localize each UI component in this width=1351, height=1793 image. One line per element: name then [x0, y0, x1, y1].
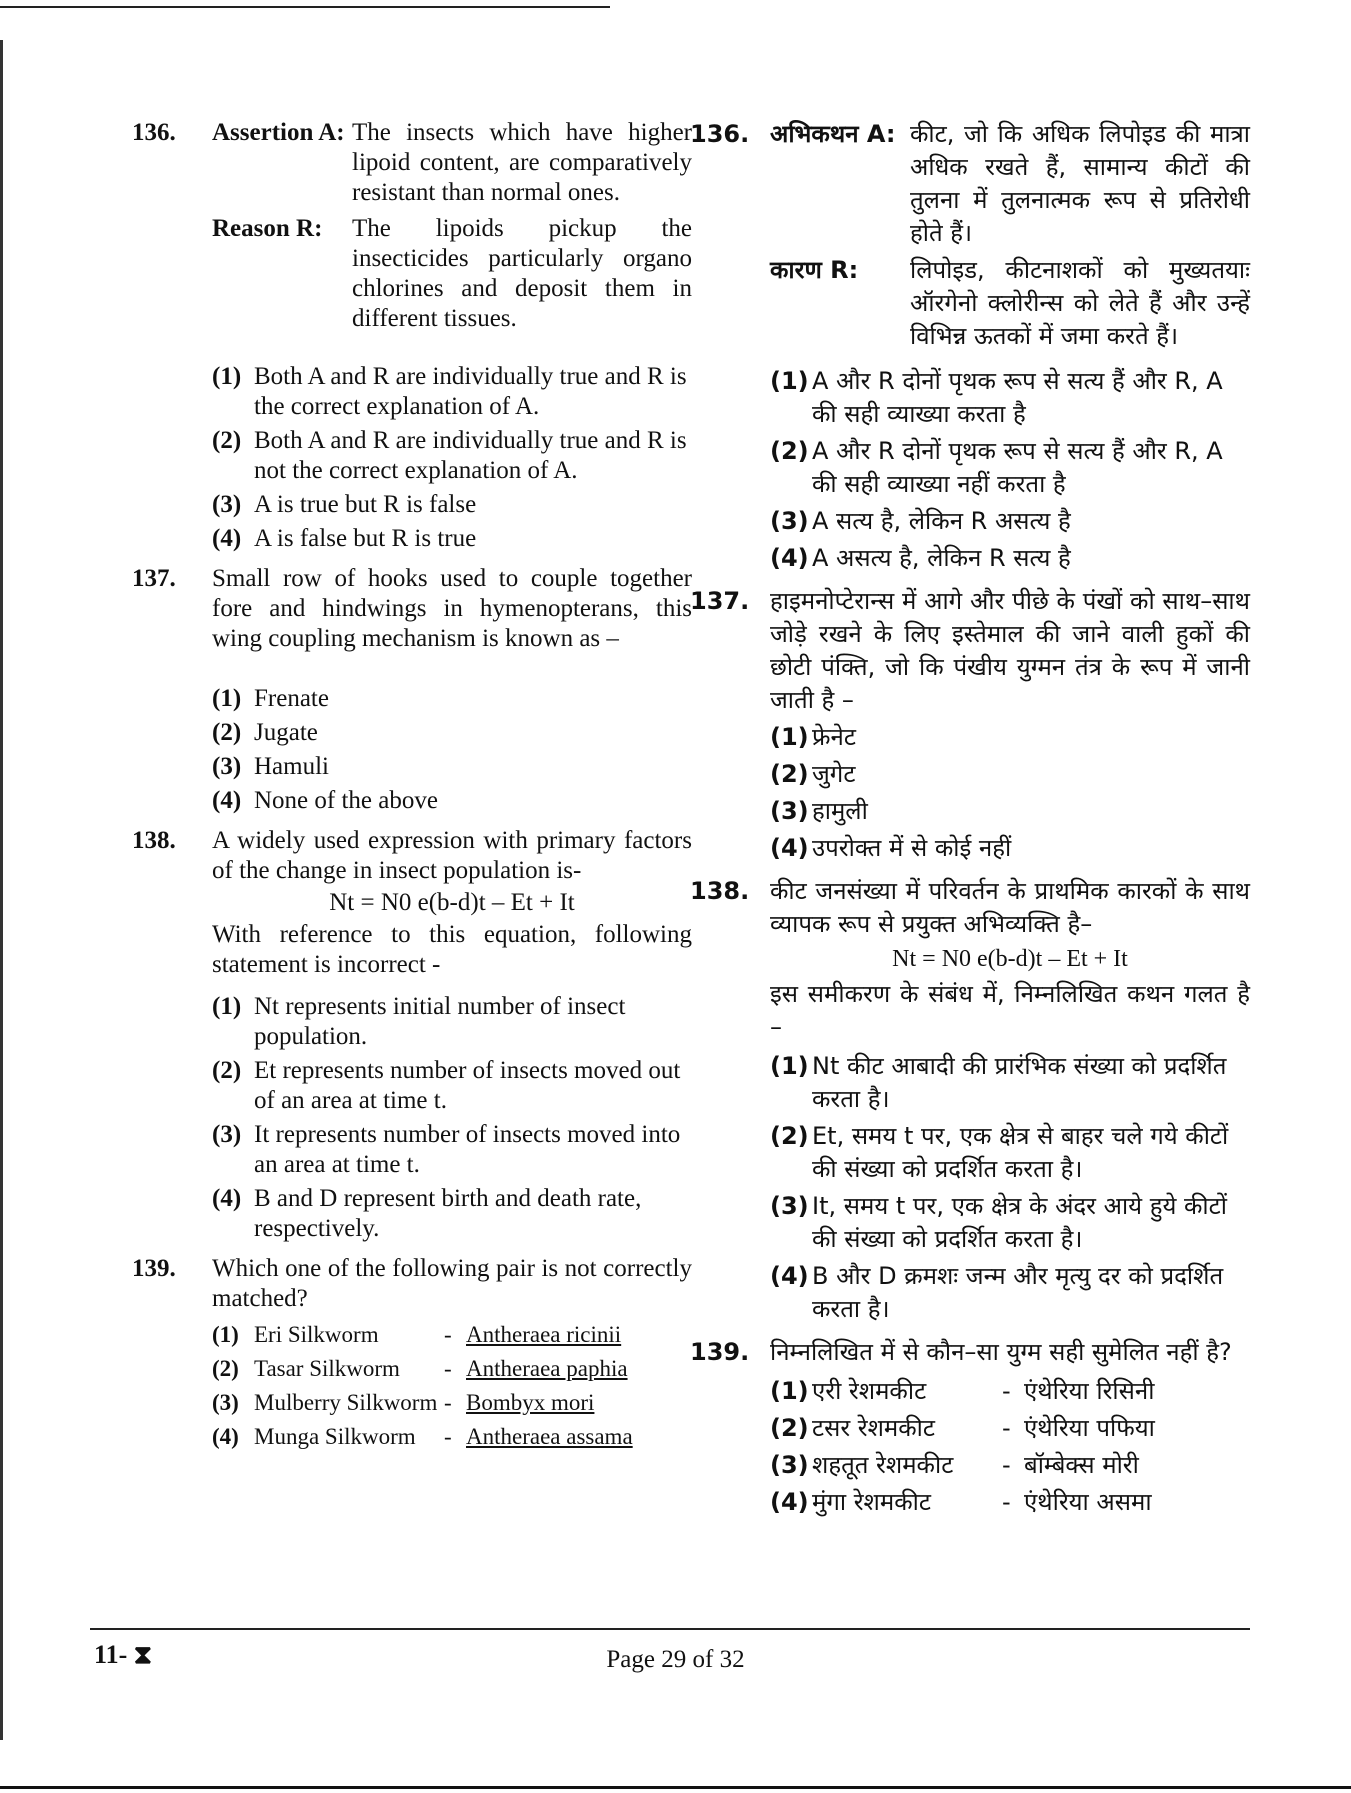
pair-dash: -: [444, 1356, 452, 1381]
option-number: (1): [770, 1377, 809, 1405]
option-1[interactable]: [770, 721, 1250, 754]
pair-dash: -: [1002, 1377, 1011, 1405]
question-number: 138.: [132, 827, 176, 854]
option-number: (2): [212, 1356, 239, 1381]
bottom-border-line: [0, 1786, 1351, 1789]
question-138-en: [132, 826, 692, 1244]
question-intro: कीट जनसंख्या में परिवर्तन के प्राथमिक कारकों के साथ व्यापक रूप से प्रयुक्त अभिव्यक्ति है–: [770, 877, 1250, 938]
pair-left: Mulberry Silkworm: [254, 1390, 438, 1415]
reason-label: कारण R:: [770, 256, 859, 284]
question-number: 137.: [690, 587, 750, 615]
question-138-hi: [690, 875, 1250, 1326]
question-intro: A widely used expression with primary factors of the change in insect population is-: [212, 827, 692, 884]
question-139-en: [132, 1254, 692, 1452]
option-text: Jugate: [254, 719, 318, 746]
option-number: (4): [770, 834, 809, 862]
pair-dash: -: [1002, 1488, 1011, 1516]
pair-right: एंथेरिया रिसिनी: [1024, 1377, 1155, 1405]
option-number: (4): [770, 544, 809, 572]
pair-option-2[interactable]: [212, 1354, 692, 1384]
question-text: Small row of hooks used to couple together fore and hindwings in hymenopterans, this wing coupling mechanism is known as –: [212, 565, 692, 652]
option-text: Both A and R are individually true and R is the correct explanation of A.: [254, 363, 687, 420]
pair-right: एंथेरिया असमा: [1024, 1488, 1152, 1516]
pair-option-4[interactable]: [770, 1486, 1250, 1519]
option-4[interactable]: [212, 1184, 692, 1244]
option-number: (1): [212, 1322, 239, 1347]
pair-dash: -: [1002, 1451, 1011, 1479]
option-4[interactable]: [770, 542, 1250, 575]
option-text: Both A and R are individually true and R is not the correct explanation of A.: [254, 427, 687, 484]
pair-left: Munga Silkworm: [254, 1424, 416, 1449]
pair-option-4[interactable]: [212, 1422, 692, 1452]
option-text: B और D क्रमशः जन्म और मृत्यु दर को प्रदर्शित करता है।: [812, 1262, 1224, 1323]
option-number: (2): [770, 437, 809, 465]
pair-option-3[interactable]: [770, 1449, 1250, 1482]
option-text: Nt कीट आबादी की प्रारंभिक संख्या को प्रदर्शित करता है।: [812, 1052, 1227, 1113]
question-137-hi: [690, 585, 1250, 865]
option-2[interactable]: [212, 426, 692, 486]
question-number: 136.: [690, 120, 750, 148]
equation: Nt = N0 e(b-d)t – Et + It: [892, 946, 1128, 972]
pair-option-1[interactable]: [770, 1375, 1250, 1408]
pair-right: Antheraea assama: [466, 1424, 633, 1449]
pair-right: एंथेरिया पफिया: [1024, 1414, 1155, 1442]
option-number: (2): [212, 1057, 242, 1084]
option-4[interactable]: [770, 1260, 1250, 1326]
option-1[interactable]: [212, 992, 692, 1052]
reason-text: The lipoids pickup the insecticides particularly organo chlorines and deposit them in different tissues.: [352, 215, 692, 332]
question-number: 137.: [132, 565, 176, 592]
question-number: 139.: [690, 1338, 750, 1366]
option-1[interactable]: [770, 365, 1250, 431]
assertion-text: कीट, जो कि अधिक लिपोइड की मात्रा अधिक रखते हैं, सामान्य कीटों की तुलना में तुलनात्मक रूप से प्रतिरोधी होते हैं।: [910, 120, 1250, 247]
pair-right: Bombyx mori: [466, 1390, 595, 1415]
option-3[interactable]: [770, 1190, 1250, 1256]
question-139-hi: [690, 1336, 1250, 1519]
option-text: Hamuli: [254, 753, 329, 780]
option-text: जुगेट: [812, 760, 856, 788]
option-2[interactable]: [770, 1120, 1250, 1186]
option-text: हामुली: [812, 797, 868, 825]
option-number: (3): [770, 797, 809, 825]
top-border-line: [0, 6, 610, 8]
option-number: (3): [770, 1192, 809, 1220]
option-text: It, समय t पर, एक क्षेत्र के अंदर आये हुये कीटों की संख्या को प्रदर्शित करता है।: [812, 1192, 1227, 1253]
option-text: A सत्य है, लेकिन R असत्य है: [812, 507, 1071, 535]
question-137-en: [132, 564, 692, 816]
option-2[interactable]: [212, 1056, 692, 1116]
question-text: इस समीकरण के संबंध में, निम्नलिखित कथन गलत है –: [770, 980, 1250, 1041]
pair-dash: -: [1002, 1414, 1011, 1442]
pair-dash: -: [444, 1390, 452, 1415]
footer-divider: [90, 1628, 1250, 1630]
option-number: (1): [770, 1052, 809, 1080]
left-page-edge: [0, 40, 13, 1740]
option-text: A is false but R is true: [254, 525, 477, 552]
option-text: उपरोक्त में से कोई नहीं: [812, 834, 1012, 862]
option-number: (4): [770, 1262, 809, 1290]
option-number: (1): [212, 993, 242, 1020]
booklet-code: 11- ⧗: [94, 1640, 152, 1669]
option-text: None of the above: [254, 787, 438, 814]
option-2[interactable]: [212, 718, 692, 748]
option-number: (2): [770, 1414, 809, 1442]
option-text: Frenate: [254, 685, 329, 712]
option-number: (2): [770, 760, 809, 788]
assertion-label: अभिकथन A:: [770, 120, 896, 148]
option-text: A is true but R is false: [254, 491, 477, 518]
reason-label: Reason R:: [212, 215, 323, 242]
option-text: A और R दोनों पृथक रूप से सत्य हैं और R, A की सही व्याख्या नहीं करता है: [812, 437, 1223, 498]
option-number: (4): [212, 1424, 239, 1449]
option-text: A और R दोनों पृथक रूप से सत्य हैं और R, A की सही व्याख्या करता है: [812, 367, 1223, 428]
pair-left: एरी रेशमकीट: [812, 1377, 927, 1405]
pair-right: Antheraea ricinii: [466, 1322, 622, 1347]
option-number: (3): [770, 507, 809, 535]
option-2[interactable]: [770, 758, 1250, 791]
option-number: (3): [212, 491, 242, 518]
english-column: [132, 118, 692, 1462]
option-3[interactable]: [770, 505, 1250, 538]
option-3[interactable]: [212, 1120, 692, 1180]
option-number: (2): [212, 427, 242, 454]
option-1[interactable]: [770, 1050, 1250, 1116]
pair-left: टसर रेशमकीट: [812, 1414, 935, 1442]
option-text: B and D represent birth and death rate, respectively.: [254, 1185, 642, 1242]
option-text: Et represents number of insects moved out of an area at time t.: [254, 1057, 681, 1114]
option-text: Nt represents initial number of insect population.: [254, 993, 626, 1050]
option-number: (4): [212, 1185, 242, 1212]
option-number: (4): [212, 525, 242, 552]
option-text: It represents number of insects moved into an area at time t.: [254, 1121, 681, 1178]
option-number: (3): [212, 1121, 242, 1148]
option-number: (4): [212, 787, 242, 814]
question-text: With reference to this equation, following statement is incorrect -: [212, 921, 692, 978]
option-text: A असत्य है, लेकिन R सत्य है: [812, 544, 1071, 572]
question-136-hi: [690, 118, 1250, 575]
question-number: 138.: [690, 877, 750, 905]
question-number: 139.: [132, 1255, 176, 1282]
assertion-text: The insects which have higher lipoid content, are comparatively resistant than normal ones.: [352, 119, 692, 206]
option-number: (1): [770, 367, 809, 395]
pair-left: Eri Silkworm: [254, 1322, 379, 1347]
pair-dash: -: [444, 1322, 452, 1347]
question-text: Which one of the following pair is not correctly matched?: [212, 1255, 692, 1312]
option-number: (4): [770, 1488, 809, 1516]
option-1[interactable]: [212, 362, 692, 422]
pair-dash: -: [444, 1424, 452, 1449]
option-number: (3): [770, 1451, 809, 1479]
pair-left: Tasar Silkworm: [254, 1356, 400, 1381]
question-text: हाइमनोप्टेरान्स में आगे और पीछे के पंखों को साथ–साथ जोड़े रखने के लिए इस्तेमाल की जाने वाली हुकों की छोटी पंक्ति, जो कि पंखीय युग्मन तंत्र के रूप में जानी जाती है –: [770, 587, 1250, 714]
reason-text: लिपोइड, कीटनाशकों को मुख्यतयाः ऑरगेनो क्लोरीन्स को लेते हैं और उन्हें विभिन्न ऊतकों में जमा करते हैं।: [910, 256, 1250, 350]
pair-option-1[interactable]: [212, 1320, 692, 1350]
assertion-label: Assertion A:: [212, 119, 345, 146]
question-number: 136.: [132, 119, 176, 146]
hindi-column: [690, 118, 1250, 1529]
option-4[interactable]: [770, 832, 1250, 865]
option-number: (1): [212, 685, 242, 712]
question-136-en: [132, 118, 692, 554]
option-4[interactable]: [212, 786, 692, 816]
option-3[interactable]: [212, 490, 692, 520]
option-number: (2): [212, 719, 242, 746]
pair-right: Antheraea paphia: [466, 1356, 628, 1381]
option-number: (1): [212, 363, 242, 390]
option-number: (1): [770, 723, 809, 751]
option-number: (2): [770, 1122, 809, 1150]
question-text: निम्नलिखित में से कौन–सा युग्म सही सुमेलित नहीं है?: [770, 1338, 1232, 1366]
option-2[interactable]: [770, 435, 1250, 501]
option-number: (3): [212, 1390, 239, 1415]
option-4[interactable]: [212, 524, 692, 554]
pair-option-3[interactable]: [212, 1388, 692, 1418]
option-number: (3): [212, 753, 242, 780]
option-3[interactable]: [212, 752, 692, 782]
option-3[interactable]: [770, 795, 1250, 828]
option-1[interactable]: [212, 684, 692, 714]
equation: Nt = N0 e(b-d)t – Et + It: [329, 889, 575, 916]
pair-right: बॉम्बेक्स मोरी: [1024, 1451, 1139, 1479]
pair-option-2[interactable]: [770, 1412, 1250, 1445]
page-number: Page 29 of 32: [606, 1646, 745, 1673]
option-text: Et, समय t पर, एक क्षेत्र से बाहर चले गये कीटों की संख्या को प्रदर्शित करता है।: [812, 1122, 1229, 1183]
option-text: फ्रेनेट: [812, 723, 856, 751]
pair-left: मुंगा रेशमकीट: [812, 1488, 931, 1516]
pair-left: शहतूत रेशमकीट: [812, 1451, 954, 1479]
